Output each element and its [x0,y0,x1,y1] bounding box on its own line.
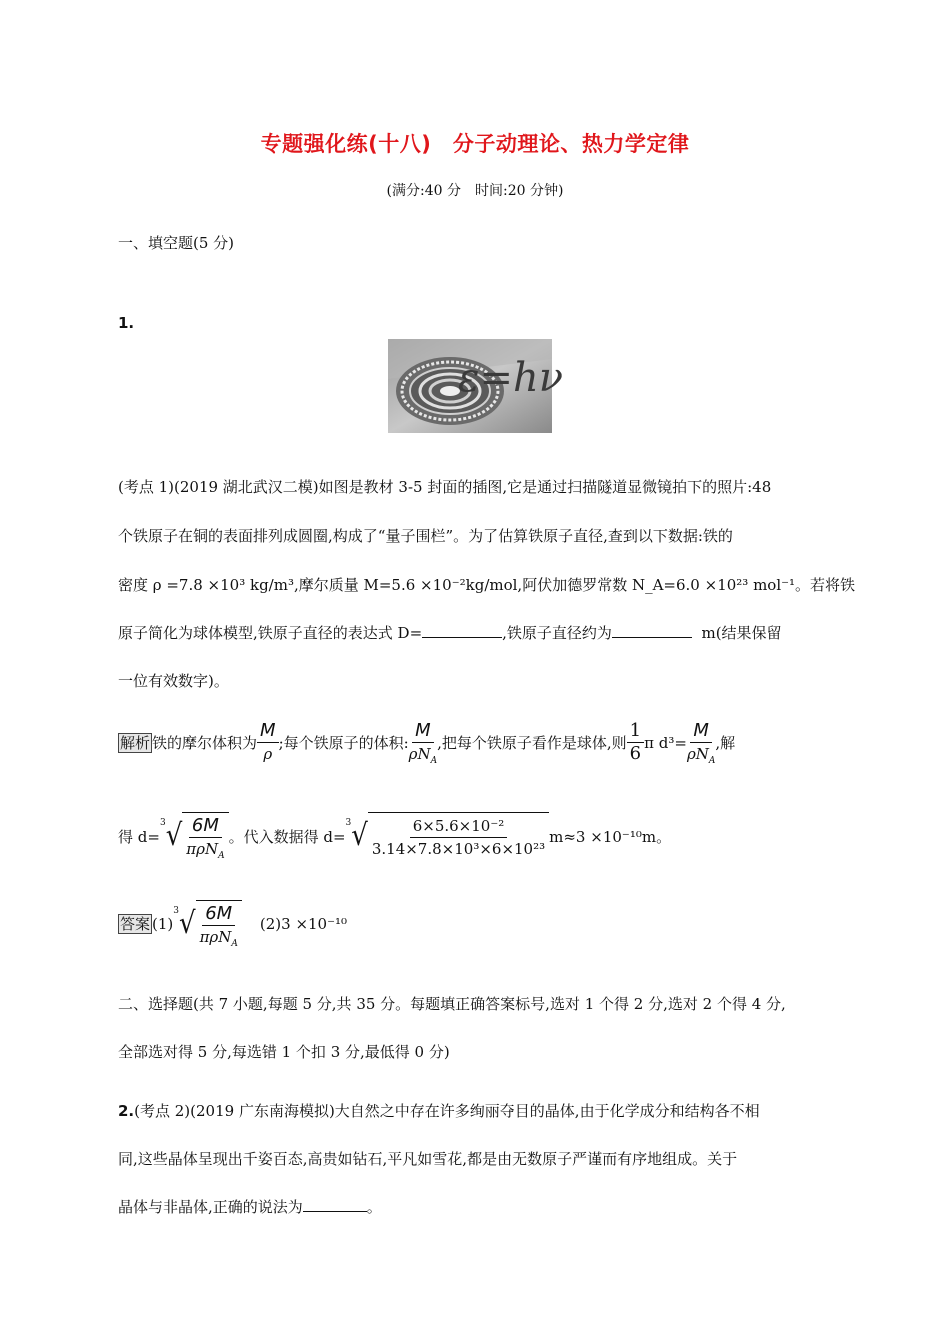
analysis-line [118,720,735,765]
q1-text-line1: (考点 1)(2019 湖北武汉二模)如图是教材 3-5 封面的插图,它是通过扫描隧道显微镜拍下的照片:48 [118,478,772,496]
q1-line4-part-c: m(结果保留 [701,624,782,642]
cube-root-numeric: 3 √ $\frac{\text{6×5.6×10⁻²}}{\text{3.14×7.8×10³×6×10²³}}$ [346,812,550,860]
numeric-denominator: 3.14×7.8×10³×6×10²³ [371,840,546,858]
answer-blank-expression[interactable] [422,623,502,638]
q2-line3-end: 。 [366,1198,382,1216]
question-number-1: 1. [118,314,135,332]
analysis-text-5: ,解 [715,734,736,752]
atom-volume-fraction: $\frac{M}{\rho N_A}$ [408,720,438,766]
cube-root-expression: 3 √ $\frac{6M}{\pi\rho N_A}$ [160,812,229,860]
molar-volume-fraction: $\frac{M}{\rho}$ [257,720,279,765]
answer-tag: 答案 [120,915,151,933]
answer-blank-q2[interactable] [303,1197,367,1212]
solution-text-2: 。代入数据得 d= [228,827,346,846]
section-heading-choice-line2: 全部选对得 5 分,每选错 1 个扣 3 分,最低得 0 分) [118,1043,450,1061]
analysis-text-3: ,把每个铁原子看作是球体,则 [437,734,627,752]
analysis-text-2: ;每个铁原子的体积: [278,734,409,752]
section-heading-choice: 二、选择题(共 7 小题,每题 5 分,共 35 分。每题填正确答案标号,选对 1 个得 2 分,选对 2 个得 4 分, [118,995,786,1013]
quantum-corral-image [388,339,564,433]
q2-line3-text: 晶体与非晶体,正确的说法为 [118,1198,303,1216]
q1-line4-part-a: 原子简化为球体模型,铁原子直径的表达式 D= [118,624,423,642]
answer-cube-root: 3 √ $\frac{6M}{\pi\rho N_A}$ [173,900,242,948]
answer-blank-value[interactable] [612,623,692,638]
analysis-text-4: π d³= [644,733,687,752]
q2-text-line1 [118,1100,760,1121]
q2-text-line3 [118,1196,382,1217]
solution-line [118,812,671,860]
formula-overlay: ε=hν [458,355,564,401]
q2-text-line2: 同,这些晶体呈现出千姿百态,高贵如钻石,平凡如雪花,都是由无数原子严谨而有序地组成。关于 [118,1150,738,1168]
q1-text-line4 [118,622,782,643]
solution-text-1: 得 d= [118,827,160,846]
one-sixth-fraction: $\frac{1}{6}$ [627,720,644,765]
page-title: 专题强化练(十八) 分子动理论、热力学定律 [260,132,690,156]
answer-part-1: (1) [152,915,174,933]
analysis-text-1: 铁的摩尔体积为 [152,734,258,752]
answer-line [118,900,347,948]
atom-volume-fraction-2: $\frac{M}{\rho N_A}$ [686,720,716,766]
solution-text-3: m≈3 ×10⁻¹⁰m。 [549,827,672,846]
answer-part-2: (2)3 ×10⁻¹⁰ [259,915,348,933]
q1-line4-part-b: ,铁原子直径约为 [502,624,612,642]
numeric-numerator: 6×5.6×10⁻² [410,815,508,838]
q1-text-line3: 密度 ρ =7.8 ×10³ kg/m³,摩尔质量 M=5.6 ×10⁻²kg/mol,阿伏加德罗常数 N_A=6.0 ×10²³ mol⁻¹。若将铁 [118,576,856,594]
exam-info: (满分:40 分 时间:20 分钟) [386,183,564,199]
q1-text-line5: 一位有效数字)。 [118,672,229,690]
question-number-2: 2. [118,1102,135,1120]
analysis-tag: 解析 [120,733,151,752]
q1-text-line2: 个铁原子在铜的表面排列成圆圈,构成了“量子围栏”。为了估算铁原子直径,查到以下数据:铁的 [118,527,733,545]
q2-line1-text: (考点 2)(2019 广东南海模拟)大自然之中存在许多绚丽夺目的晶体,由于化学成分和结构各不相 [134,1102,760,1120]
section-heading-fill-in: 一、填空题(5 分) [118,234,235,252]
